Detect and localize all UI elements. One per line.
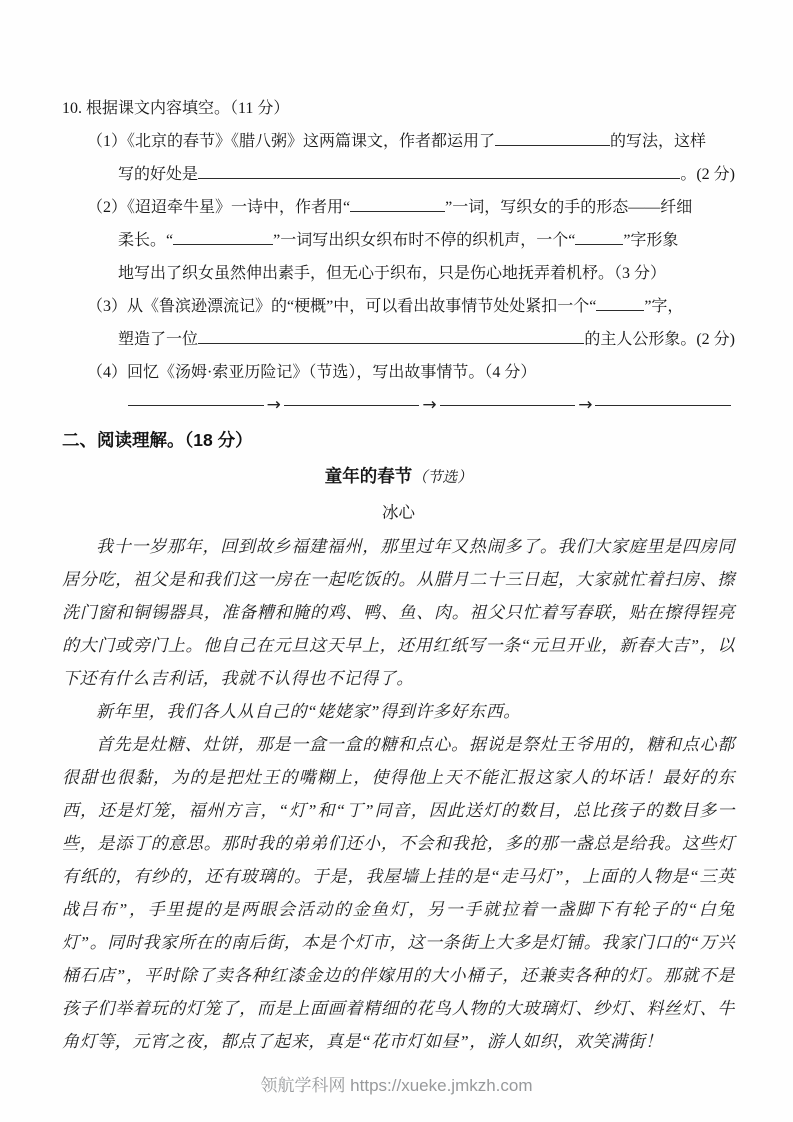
section-2-header-text: 二、阅读理解。（18 分） xyxy=(62,430,253,450)
fill-blank xyxy=(575,228,623,245)
question-10-item-3-line-1 xyxy=(62,290,735,323)
passage-title-suffix: （节选） xyxy=(412,470,473,486)
fill-blank xyxy=(440,405,576,406)
item-1-text-post: 的写法，这样 xyxy=(610,133,707,150)
item-1-text-pre: 《北京的春节》《腊八粥》这两篇课文，作者都运用了 xyxy=(127,133,496,150)
fill-blank xyxy=(595,405,731,406)
item-3-line-2-pre: 塑造了一位 xyxy=(118,331,199,348)
question-10-header-text: 10. 根据课文内容填空。（11 分） xyxy=(62,100,290,117)
fill-blank xyxy=(173,228,273,245)
question-10-item-2-line-2 xyxy=(62,224,735,257)
question-10-item-4-flowchart xyxy=(62,389,735,422)
fill-blank xyxy=(128,405,264,406)
fill-blank xyxy=(198,329,584,344)
fill-blank xyxy=(350,195,445,212)
item-1-line-2-pre: 写的好处是 xyxy=(118,166,199,183)
passage-title xyxy=(62,458,735,496)
question-10-header xyxy=(62,92,735,125)
question-10-item-3-line-2 xyxy=(62,323,735,356)
item-3-text-post: ”字， xyxy=(644,298,684,315)
item-2-line-2-post: ”字形象 xyxy=(623,232,679,249)
question-10-item-2-line-3 xyxy=(62,257,735,290)
watermark-footer xyxy=(0,1071,793,1096)
passage-paragraph: 我十一岁那年，回到故乡福建福州，那里过年又热闹多了。我们大家庭里是四房同居分吃，祖父是和我们这一房在一起吃饭的。从腊月二十三日起，大家就忙着扫房、擦洗门窗和铜锡器具，准备糟和腌的鸡、鸭、鱼、肉。祖父只忙着写春联，贴在擦得锃亮的大门或旁门上。他自己在元旦这天早上，还用红纸写一条“元旦开业，新春大吉”，以下还有什么吉利话，我就不认得也不记得了。 xyxy=(62,537,735,688)
arrow-right-icon: → xyxy=(266,395,281,415)
arrow-right-icon: → xyxy=(578,395,593,415)
watermark-text: 领航学科网 https://xueke.jmkzh.com xyxy=(260,1076,533,1095)
item-2-line-2-pre: 柔长。“ xyxy=(118,232,174,249)
fill-blank xyxy=(284,405,420,406)
item-number: （3） xyxy=(87,298,128,315)
passage-author xyxy=(62,496,735,530)
fill-blank xyxy=(495,129,610,146)
passage-paragraph: 首先是灶糖、灶饼，那是一盒一盒的糖和点心。据说是祭灶王爷用的，糖和点心都很甜也很黏，为的是把灶王的嘴糊上，使得他上天不能汇报这家人的坏话！最好的东西，还是灯笼，福州方言，“灯”和“丁”同音，因此送灯的数目，总比孩子的数目多一些，是添丁的意思。那时我的弟弟们还小，不会和我抢，多的那一盏总是给我。这些灯有纸的，有纱的，还有玻璃的。于是，我屋墙上挂的是“走马灯”，上面的人物是“三英战吕布”，手里提的是两眼会活动的金鱼灯，另一手就拉着一盏脚下有轮子的“白兔灯”。同时我家所在的南后街，本是个灯市，这一条街上大多是灯铺。我家门口的“万兴桶石店”，平时除了卖各种红漆金边的伴嫁用的大小桶子，还兼卖各种的灯。那就不是孩子们举着玩的灯笼了，而是上面画着精细的花鸟人物的大玻璃灯、纱灯、料丝灯、牛角灯等，元宵之夜，都点了起来，真是“花市灯如昼”，游人如织，欢笑满街！ xyxy=(62,735,735,1051)
passage-title-main: 童年的春节 xyxy=(324,466,413,486)
fill-blank xyxy=(596,294,644,311)
question-10-item-2-line-1 xyxy=(62,191,735,224)
question-10-item-1-line-1 xyxy=(62,125,735,158)
item-2-text-pre: 《迢迢牵牛星》一诗中，作者用“ xyxy=(127,199,351,216)
question-10-item-4-line-1 xyxy=(62,356,735,389)
item-3-text-pre: 从《鲁滨逊漂流记》的“梗概”中，可以看出故事情节处处紧扣一个“ xyxy=(127,298,597,315)
section-2-header xyxy=(62,422,735,458)
item-2-line-2-mid: ”一词写出织女织布时不停的织机声，一个“ xyxy=(273,232,576,249)
item-4-text: 回忆《汤姆·索亚历险记》（节选），写出故事情节。（4 分） xyxy=(127,364,537,381)
item-2-line-3-text: 地写出了织女虽然伸出素手，但无心于织布，只是伤心地抚弄着机杼。（3 分） xyxy=(118,265,667,282)
passage-body xyxy=(62,530,735,1058)
passage-author-name: 冰心 xyxy=(382,504,415,522)
item-3-line-2-post: 的主人公形象。(2 分) xyxy=(584,331,735,348)
question-10-item-1-line-2 xyxy=(62,158,735,191)
passage-paragraph: 新年里，我们各人从自己的“姥姥家”得到许多好东西。 xyxy=(96,702,521,721)
arrow-right-icon: → xyxy=(422,395,437,415)
item-number: （2） xyxy=(87,199,128,216)
item-number: （4） xyxy=(87,364,128,381)
item-number: （1） xyxy=(87,133,128,150)
fill-blank xyxy=(198,164,680,179)
item-1-line-2-post: 。(2 分) xyxy=(680,166,735,183)
item-2-text-post: ”一词，写织女的手的形态——纤细 xyxy=(445,199,693,216)
